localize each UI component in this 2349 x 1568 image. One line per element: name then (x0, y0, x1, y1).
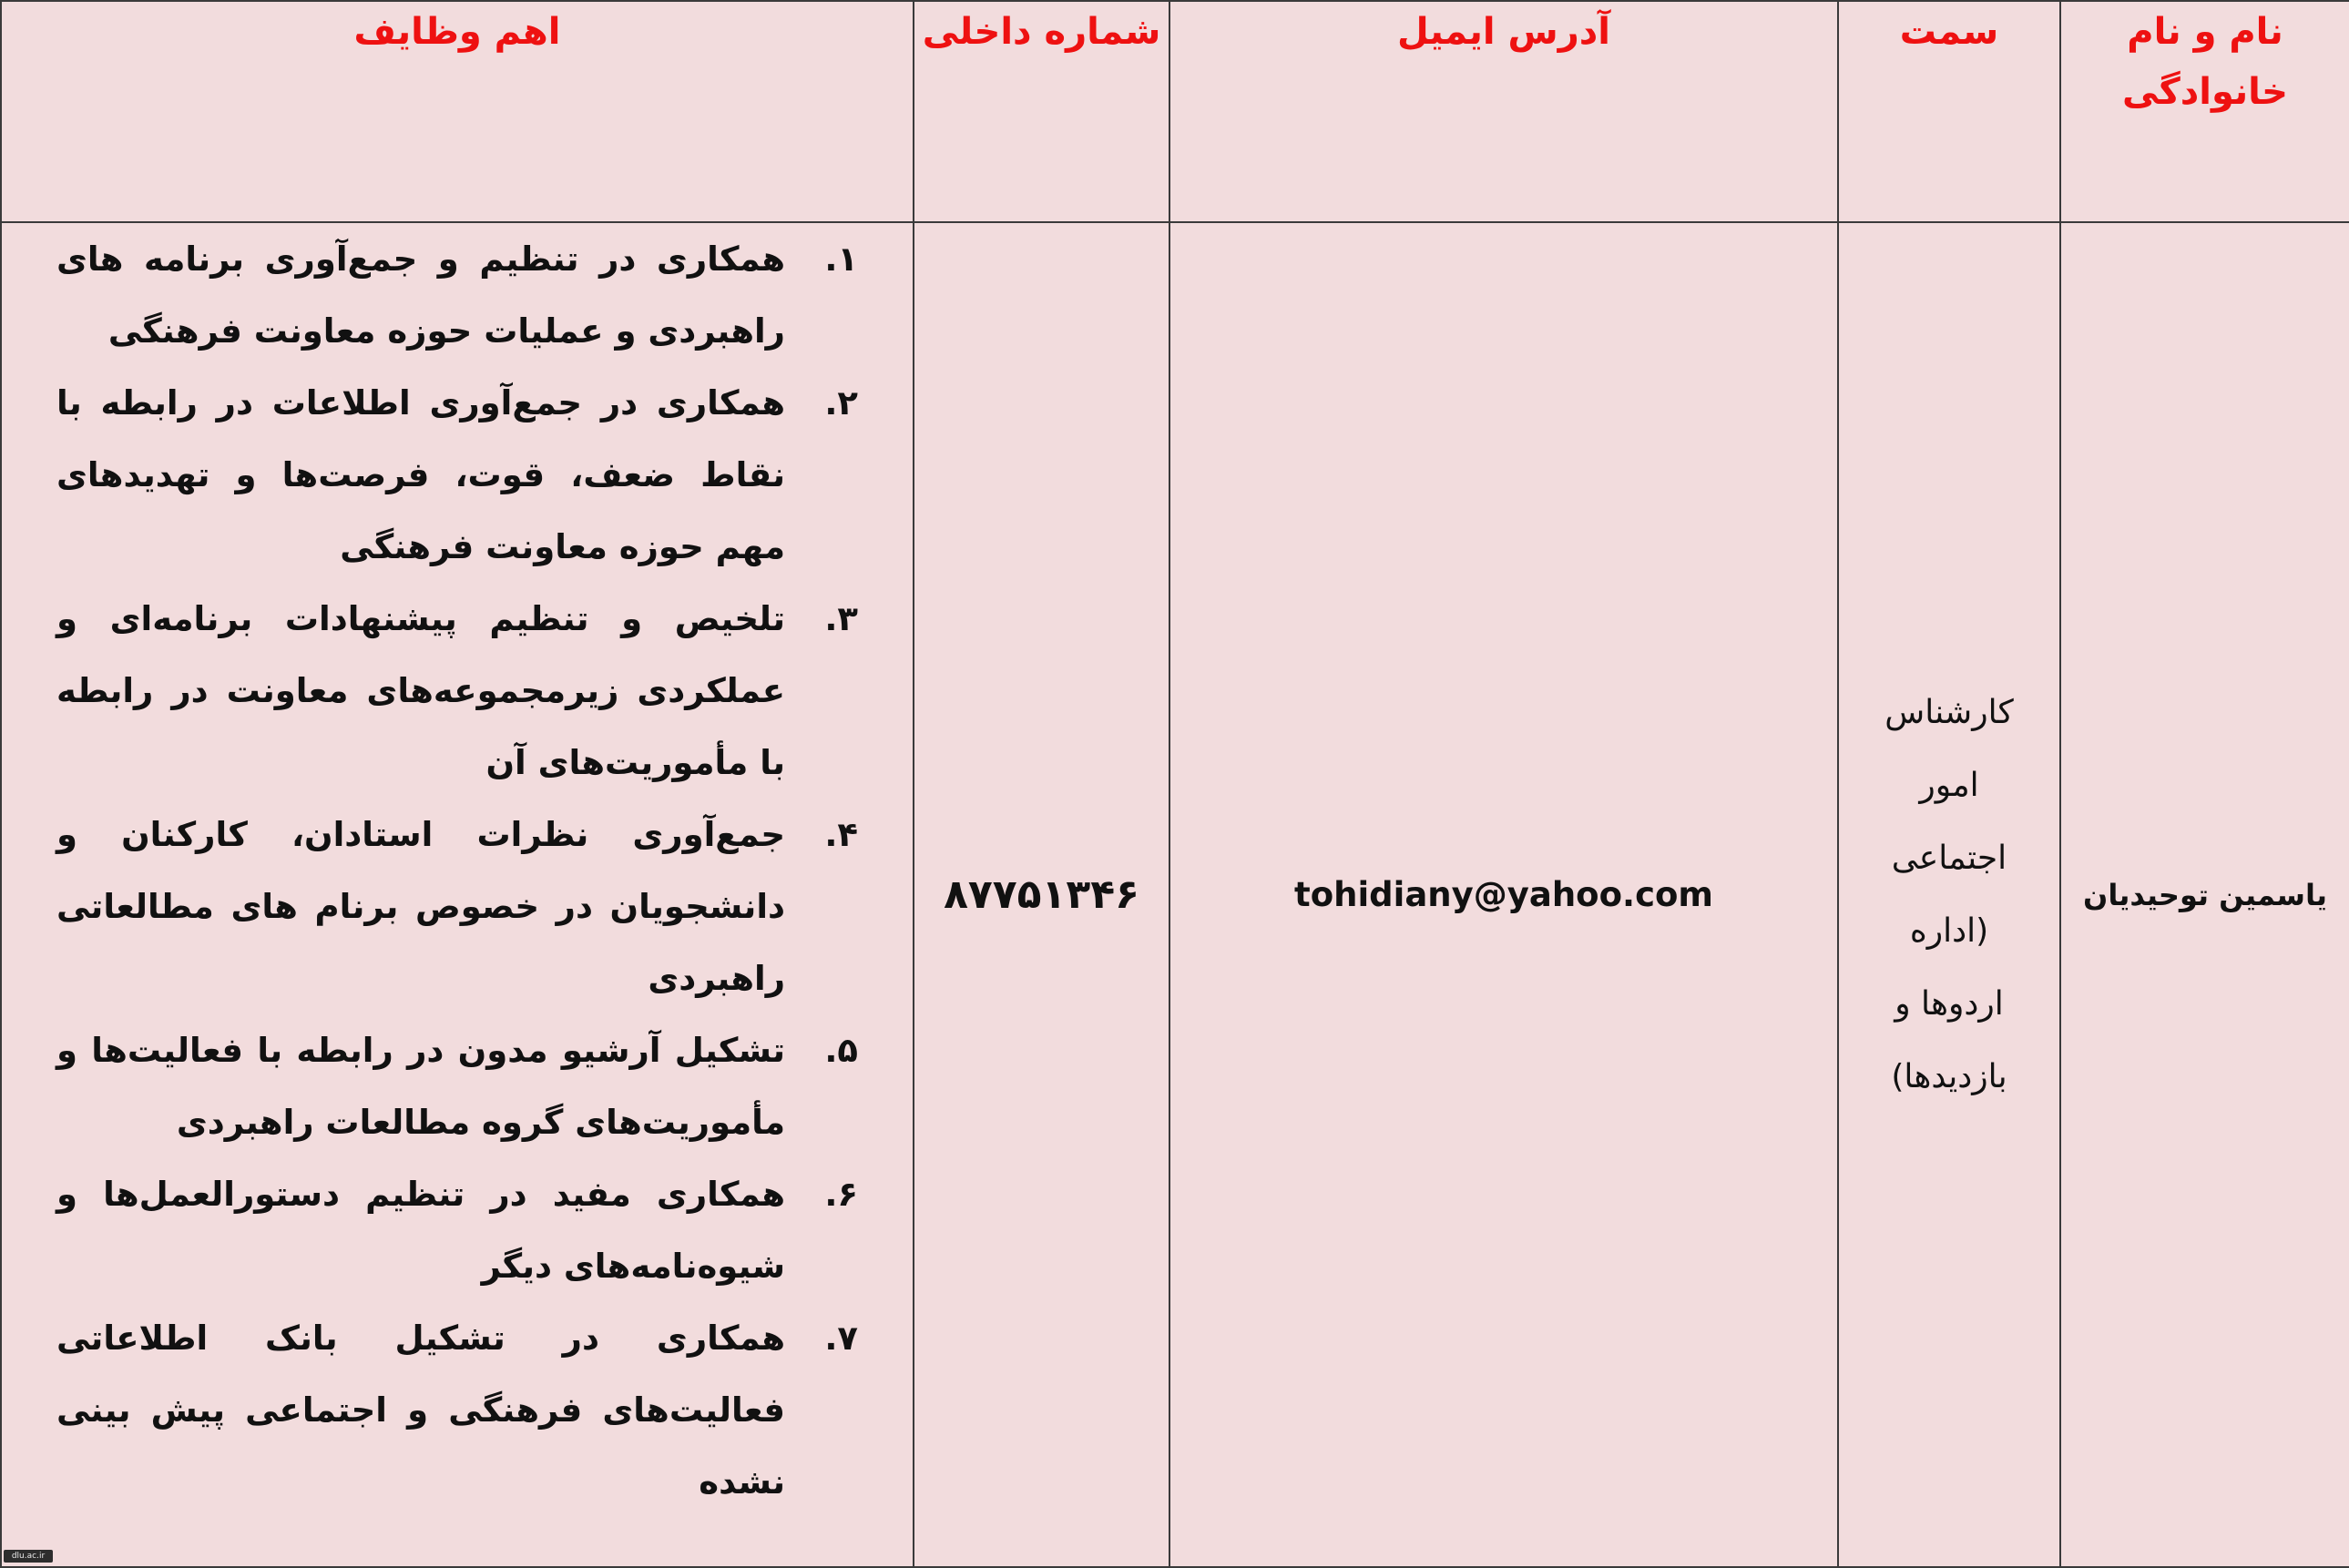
header-duties: اهم وظایف (1, 1, 914, 222)
list-item (56, 583, 858, 799)
name-cell (2060, 222, 2349, 1567)
list-item (56, 223, 858, 367)
table-row (1, 222, 2349, 1567)
position-line: اردوها و (1895, 984, 2004, 1023)
email-cell (1169, 222, 1838, 1567)
duty-number: ۴. (824, 815, 858, 854)
duty-text: تشکیل آرشیو مدون در رابطه با فعالیت‌ها و مأموریت‌های گروه مطالعات راهبردی (56, 1031, 785, 1142)
header-name: نام و نام خانوادگی (2060, 1, 2349, 222)
watermark-logo: dlu.ac.ir (4, 1550, 53, 1563)
header-email: آدرس ایمیل (1169, 1, 1838, 222)
position-cell (1838, 222, 2060, 1567)
header-position: سمت (1838, 1, 2060, 222)
header-extension: شماره داخلی (914, 1, 1169, 222)
duty-number: ۲. (824, 383, 858, 423)
staff-name: یاسمین توحیدیان (2083, 877, 2327, 912)
duty-text: همکاری در جمع‌آوری اطلاعات در رابطه با نقاط ضعف، قوت، فرصت‌ها و تهدیدهای مهم حوزه معاونت فرهنگی (56, 383, 785, 566)
list-item (56, 1014, 858, 1158)
duty-text: همکاری در تنظیم و جمع‌آوری برنامه های راهبردی و عملیات حوزه معاونت فرهنگی (56, 239, 785, 351)
duty-text: همکاری مفید در تنظیم دستورالعمل‌ها و شیوه‌نامه‌های دیگر (56, 1175, 785, 1286)
duty-number: ۷. (824, 1319, 858, 1358)
email-address[interactable]: tohidiany@yahoo.com (1294, 875, 1713, 914)
position-text (1839, 677, 2059, 1114)
position-line: (اداره (1909, 911, 1989, 950)
position-line: بازدیدها) (1891, 1057, 2007, 1095)
position-line: کارشناس (1884, 693, 2014, 731)
list-item (56, 1158, 858, 1302)
duty-number: ۵. (824, 1031, 858, 1070)
duty-text: همکاری در تشکیل بانک اطلاعاتی فعالیت‌های فرهنگی و اجتماعی پیش بینی نشده (56, 1319, 785, 1502)
duties-cell (1, 222, 914, 1567)
list-item (56, 367, 858, 583)
duty-number: ۳. (824, 599, 858, 638)
extension-cell (914, 222, 1169, 1567)
position-line: اجتماعی (1891, 839, 2007, 877)
duty-text: تلخیص و تنظیم پیشنهادات برنامه‌ای و عملکردی زیرمجموعه‌های معاونت در رابطه با مأموریت‌های آن (56, 599, 785, 782)
duties-list (2, 223, 913, 1518)
list-item (56, 799, 858, 1014)
header-row (1, 1, 2349, 222)
duty-number: ۶. (824, 1175, 858, 1214)
position-line: امور (1919, 766, 1979, 804)
list-item (56, 1302, 858, 1518)
duty-text: جمع‌آوری نظرات استادان، کارکنان و دانشجویان در خصوص برنام های مطالعاتی راهبردی (56, 815, 785, 998)
extension-number: ۸۷۷۵۱۳۴۶ (944, 871, 1139, 918)
duty-number: ۱. (824, 239, 858, 279)
